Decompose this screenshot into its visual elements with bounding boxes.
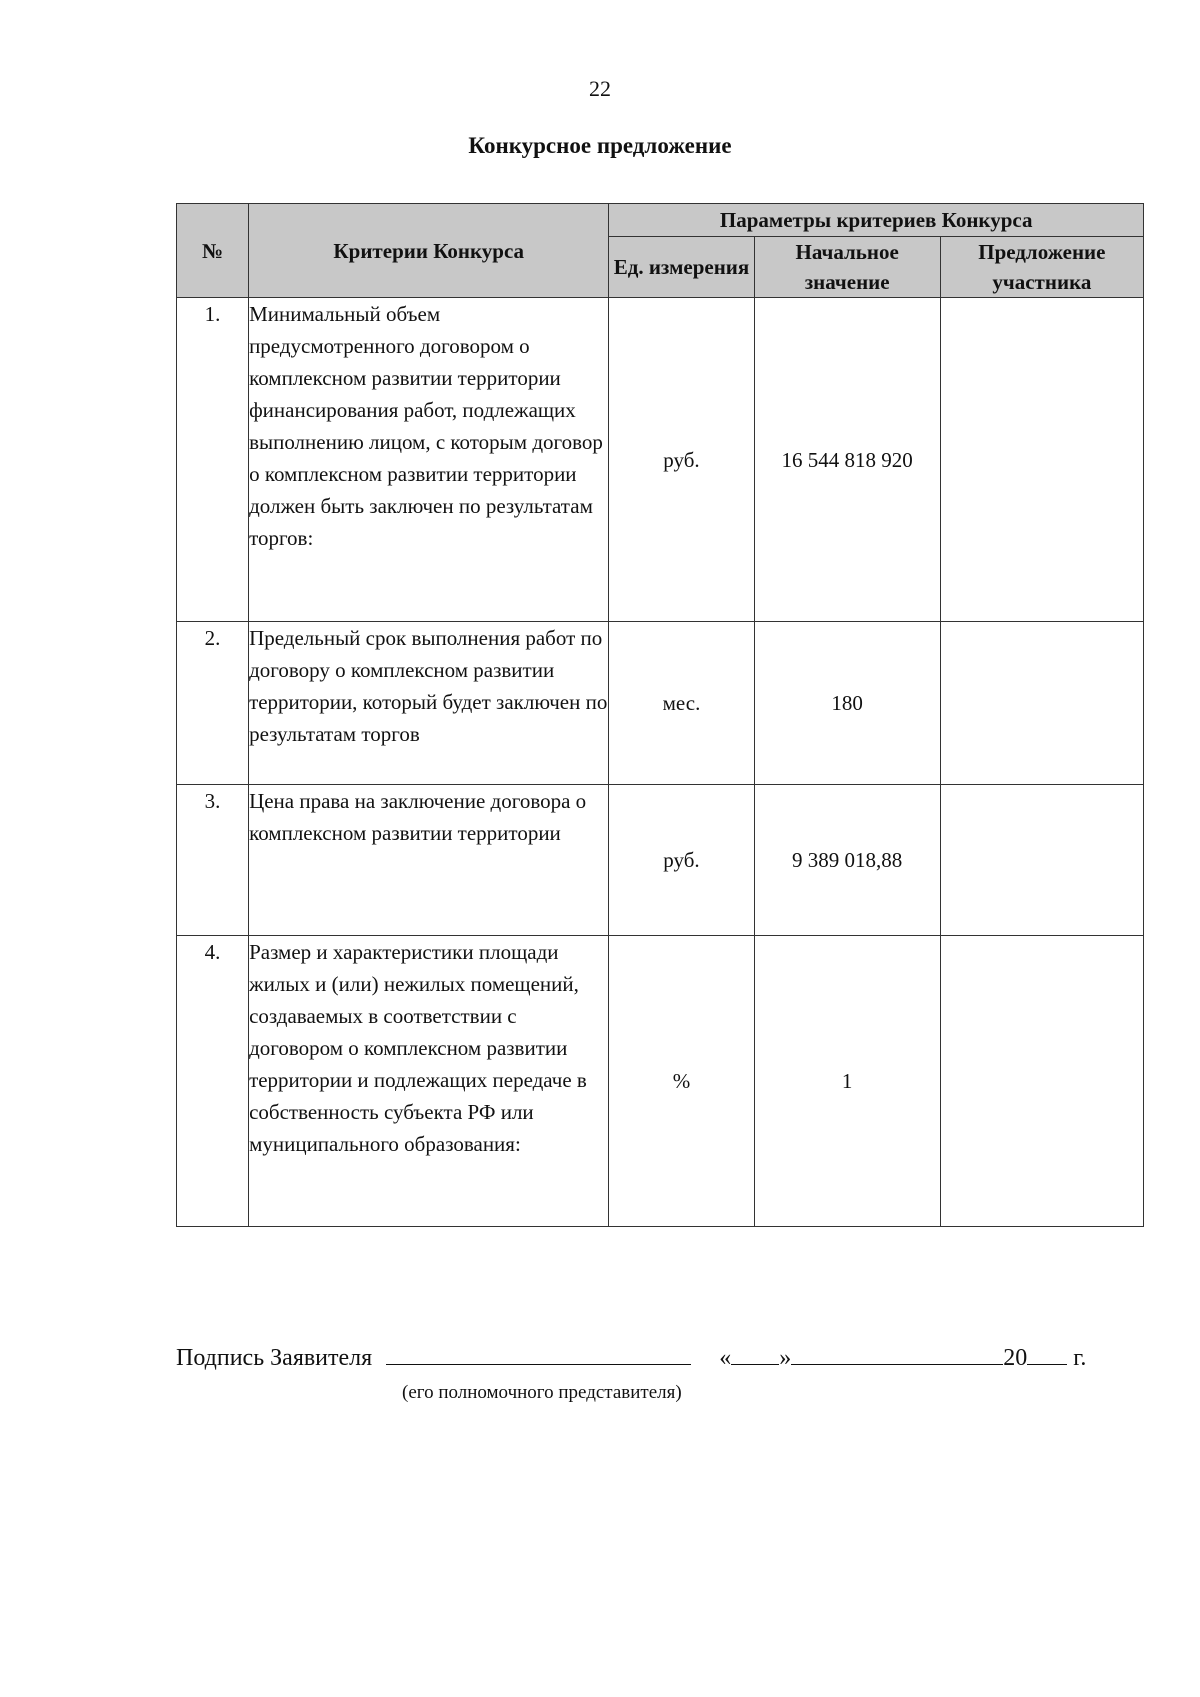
signature-field[interactable] bbox=[386, 1342, 691, 1365]
table-row bbox=[177, 622, 1144, 785]
row-criteria: Минимальный объем предусмотренного договором о комплексном развитии территории финансирования работ, подлежащих выполнению лицом, с которым договор о комплексном развитии территории должен быть заключен по результатам торгов: bbox=[249, 298, 609, 622]
row-offer-field[interactable] bbox=[940, 298, 1143, 622]
row-criteria: Размер и характеристики площади жилых и (или) нежилых помещений, создаваемых в соответствии с договором о комплексном развитии территории и подлежащих передаче в собственность субъекта РФ или муниципального образования: bbox=[249, 936, 609, 1227]
row-criteria: Предельный срок выполнения работ по договору о комплексном развитии территории, который будет заключен по результатам торгов bbox=[249, 622, 609, 785]
row-number: 2. bbox=[177, 622, 249, 785]
signature-caption: (его полномочного представителя) bbox=[402, 1382, 682, 1403]
row-unit: % bbox=[609, 936, 754, 1227]
table-row bbox=[177, 785, 1144, 936]
row-start-value: 16 544 818 920 bbox=[754, 298, 940, 622]
header-unit: Ед. измерения bbox=[609, 237, 754, 298]
row-offer-field[interactable] bbox=[940, 622, 1143, 785]
criteria-table bbox=[176, 203, 1144, 1227]
row-number: 3. bbox=[177, 785, 249, 936]
signature-line bbox=[176, 1342, 1156, 1372]
row-unit: руб. bbox=[609, 785, 754, 936]
table-row bbox=[177, 298, 1144, 622]
page-number: 22 bbox=[589, 76, 611, 101]
year-prefix: 20 bbox=[1003, 1345, 1028, 1371]
row-offer-field[interactable] bbox=[940, 785, 1143, 936]
day-field[interactable] bbox=[731, 1342, 779, 1365]
row-unit: мес. bbox=[609, 622, 754, 785]
year-field[interactable] bbox=[1027, 1342, 1067, 1365]
quote-close: » bbox=[779, 1345, 792, 1371]
row-start-value: 180 bbox=[754, 622, 940, 785]
header-number: № bbox=[177, 204, 249, 298]
document-title: Конкурсное предложение bbox=[468, 133, 732, 158]
year-suffix: г. bbox=[1073, 1345, 1087, 1371]
signature-label: Подпись Заявителя bbox=[176, 1345, 373, 1371]
row-offer-field[interactable] bbox=[940, 936, 1143, 1227]
quote-open: « bbox=[719, 1345, 732, 1371]
row-unit: руб. bbox=[609, 298, 754, 622]
header-offer: Предложение участника bbox=[940, 237, 1143, 298]
month-field[interactable] bbox=[791, 1342, 1003, 1365]
header-params-group: Параметры критериев Конкурса bbox=[609, 204, 1144, 237]
header-start-value: Начальное значение bbox=[754, 237, 940, 298]
row-criteria: Цена права на заключение договора о комплексном развитии территории bbox=[249, 785, 609, 936]
row-start-value: 1 bbox=[754, 936, 940, 1227]
header-criteria: Критерии Конкурса bbox=[249, 204, 609, 298]
row-number: 1. bbox=[177, 298, 249, 622]
row-number: 4. bbox=[177, 936, 249, 1227]
table-row bbox=[177, 936, 1144, 1227]
row-start-value: 9 389 018,88 bbox=[754, 785, 940, 936]
